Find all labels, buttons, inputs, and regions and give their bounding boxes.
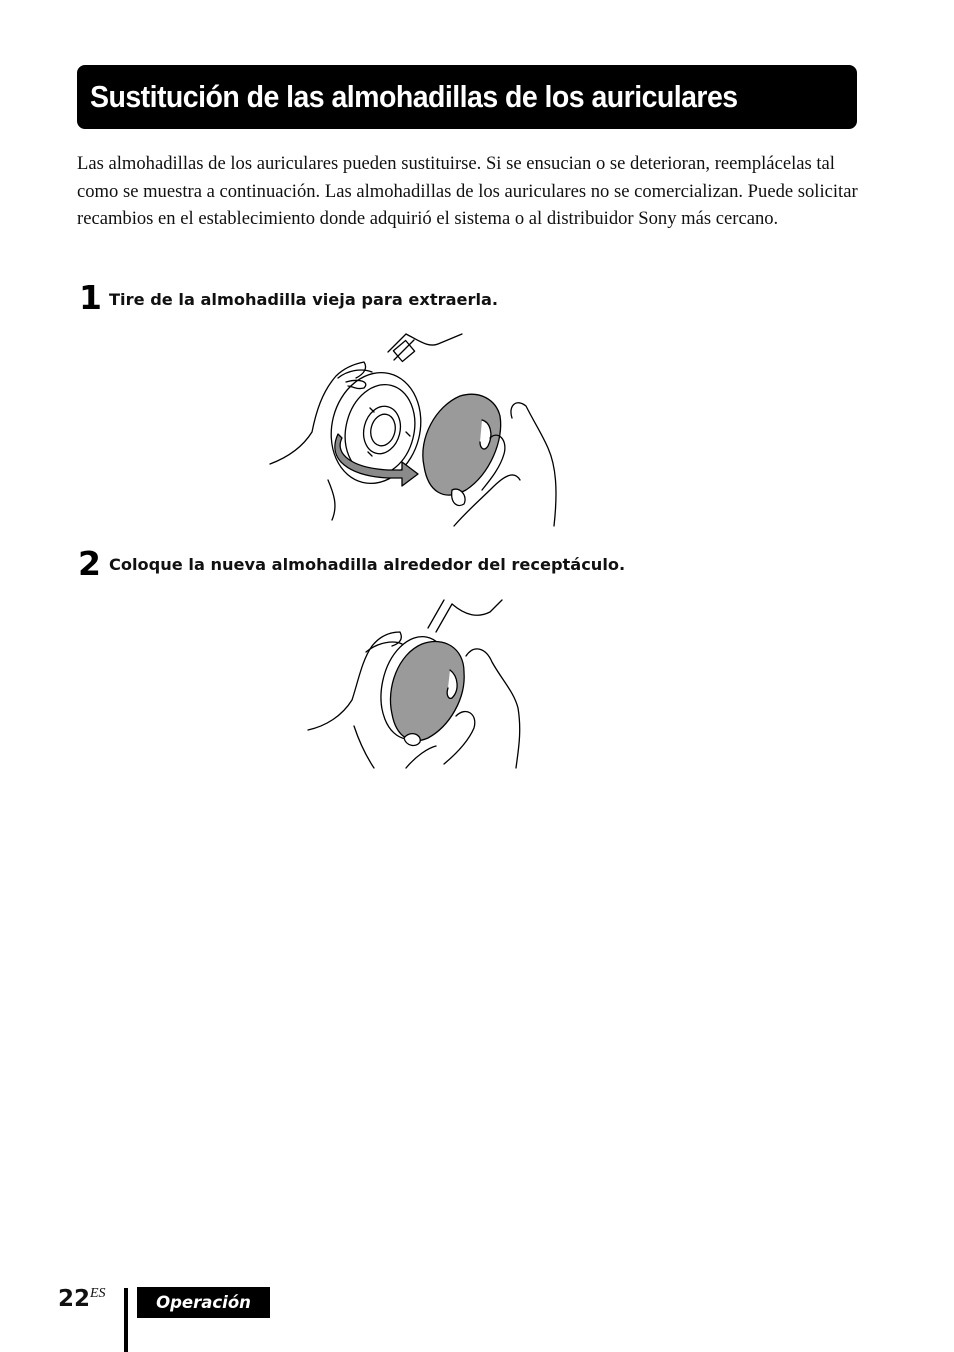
headband-arm — [428, 600, 452, 632]
remove-pad-illustration — [268, 330, 568, 530]
step-2-number: 2 — [78, 544, 101, 583]
attach-pad-illustration — [306, 596, 526, 776]
headband-arm-top — [452, 600, 502, 615]
step-2-text: Coloque la nueva almohadilla alrededor del receptáculo. — [109, 555, 626, 574]
title-bar — [77, 65, 857, 129]
step-1-number: 1 — [79, 278, 102, 317]
page-language-suffix: ES — [90, 1286, 106, 1301]
driver-ring — [359, 402, 406, 457]
page-number: 22 — [58, 1286, 91, 1312]
step-1-text: Tire de la almohadilla vieja para extraerla. — [109, 290, 499, 309]
intro-paragraph: Las almohadillas de los auriculares pueden sustituirse. Si se ensucian o se deterioran, reemplácelas tal como se muestra a continuación. Las almohadillas de los auriculares no se comercializan. Puede solicitar recambios en el establecimiento donde adquirió el sistema o al distribuidor Sony más cercano. — [77, 153, 858, 229]
right-hand — [466, 649, 520, 768]
section-tab: Operación — [137, 1287, 270, 1318]
page-title: Sustitución de las almohadillas de los auriculares — [90, 79, 738, 114]
headband-arm — [388, 334, 414, 360]
footer-divider — [124, 1288, 128, 1352]
left-hand — [308, 632, 401, 730]
left-hand — [270, 362, 366, 464]
right-hand — [511, 403, 556, 526]
pull-arrow — [335, 434, 418, 486]
